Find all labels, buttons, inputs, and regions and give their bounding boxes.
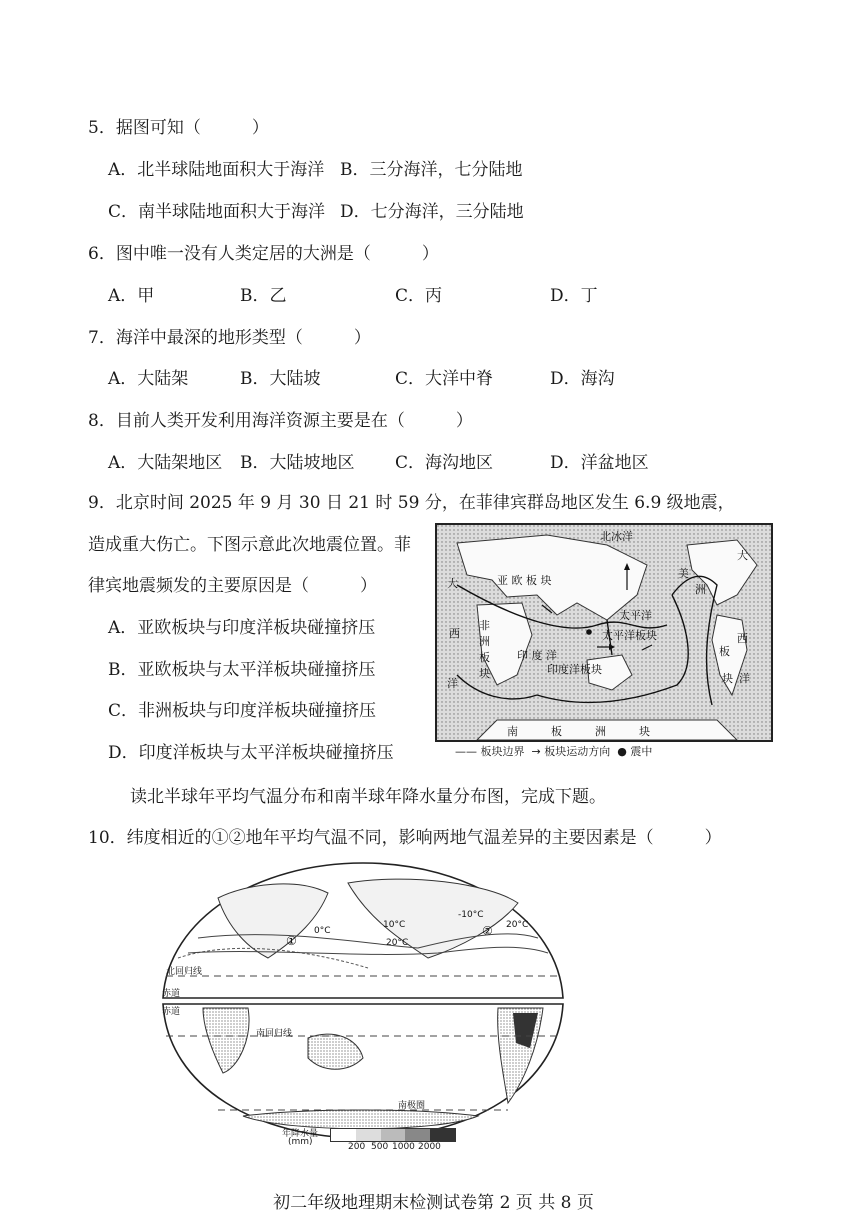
q9-option-a: A．亚欧板块与印度洋板块碰撞挤压 [108,618,376,638]
q6-option-c: C．丙 [395,286,443,306]
q5-stem: 5．据图可知（ ） [88,118,269,138]
label-antarctic-plate: 南 板 洲 块 [507,725,650,738]
label-isotherm-0: 0°C [314,926,331,936]
legend-tick-200: 200 [348,1142,366,1152]
label-west-4: 洋 [447,677,458,690]
legend-tick-2000: 2000 [418,1142,441,1152]
q6-option-a: A．甲 [108,286,155,306]
label-xi: 西 [737,632,748,645]
legend-motion: 板块运动方向 [544,745,611,758]
q8-option-d: D．洋盆地区 [550,453,649,473]
q8-stem: 8．目前人类开发利用海洋资源主要是在（ ） [88,411,473,431]
legend-boundary: 板块边界 [480,745,525,758]
q9-stem-line2: 造成重大伤亡。下图示意此次地震位置。菲 [88,535,411,555]
q6-option-b: B．乙 [240,286,287,306]
label-antarctic-circle: 南极圈 [398,1101,426,1111]
label-indian-plate: 印度洋板块 [547,663,602,676]
label-america-1: 美 [678,567,689,580]
q8-option-c: C．海沟地区 [395,453,494,473]
label-african-plate: 非洲板块 [479,619,490,680]
legend-dot-icon: ● [617,745,627,758]
q9-option-b: B．亚欧板块与太平洋板块碰撞挤压 [108,660,376,680]
label-america-2: 洲 [695,583,706,596]
q7-stem: 7．海洋中最深的地形类型（ ） [88,328,371,348]
q7-option-c: C．大洋中脊 [395,369,494,389]
label-tropic-south: 南回归线 [256,1029,293,1039]
q9-stem-line3: 律宾地震频发的主要原因是（ ） [88,576,377,596]
q8-option-b: B．大陆坡地区 [240,453,355,473]
climate-map-graphic [158,858,568,1168]
precipitation-legend [282,1126,462,1162]
q9-stem-line1: 9．北京时间 2025 年 9 月 30 日 21 时 59 分，在菲律宾群岛地区发生 6.9 级地震， [88,493,735,513]
legend-color-bar [330,1128,456,1142]
label-indian-ocean: 印 度 洋 [517,649,557,662]
label-equator-south: 赤道 [162,1007,181,1017]
q8-option-a: A．大陆架地区 [108,453,223,473]
label-isotherm-20b: 20°C [506,920,529,930]
legend-title: 年降水量 [282,1129,319,1139]
legend-epicenter: 震中 [630,745,653,758]
section-intro: 读北半球年平均气温分布和南半球年降水量分布图，完成下题。 [130,787,606,807]
label-point-2: ② [482,924,493,938]
q5-option-a: A．北半球陆地面积大于海洋 [108,160,325,180]
plate-tectonics-map [435,523,773,742]
epicenter-dot [586,629,592,635]
q9-option-c: C．非洲板块与印度洋板块碰撞挤压 [108,701,377,721]
label-equator-north: 赤道 [162,989,181,999]
legend-tick-500: 500 [371,1142,389,1152]
q10-stem: 10．纬度相近的①②地年平均气温不同，影响两地气温差异的主要因素是（ ） [88,828,722,848]
label-west-2: 板 [719,645,730,658]
q7-option-b: B．大陆坡 [240,369,321,389]
q9-option-d: D．印度洋板块与太平洋板块碰撞挤压 [108,743,394,763]
label-isotherm-20a: 20°C [386,938,409,948]
legend-unit: (mm) [288,1137,313,1147]
label-west-3: 块 [722,672,733,685]
legend-tick-1000: 1000 [392,1142,415,1152]
climate-map [158,858,568,1168]
q5-option-c: C．南半球陆地面积大于海洋 [108,202,326,222]
label-da: 大 [447,577,458,590]
legend-boundary-line-icon: —— [455,745,477,758]
label-eurasian-plate: 亚 欧 板 块 [497,574,552,587]
label-isotherm-minus-10: -10°C [458,910,484,920]
q5-option-d: D．七分海洋，三分陆地 [340,202,524,222]
label-arctic-ocean: 北冰洋 [600,530,633,543]
label-isotherm-10: 10°C [383,920,406,930]
q6-stem: 6．图中唯一没有人类定居的大洲是（ ） [88,244,439,264]
legend-arrow-icon: → [531,745,541,758]
q6-option-d: D．丁 [550,286,598,306]
q7-option-a: A．大陆架 [108,369,189,389]
label-pacific-ocean: 太平洋 [619,609,652,622]
label-west-1: 西 [449,627,460,640]
label-yang: 洋 [739,672,750,685]
label-point-1: ① [286,934,297,948]
plate-map-legend [455,743,652,759]
q5-option-b: B．三分海洋，七分陆地 [340,160,523,180]
q7-option-d: D．海沟 [550,369,615,389]
label-tropic-north: 北回归线 [166,967,203,977]
page-footer: 初二年级地理期末检测试卷第 2 页 共 8 页 [273,1193,594,1213]
label-pacific-plate: 太平洋板块 [602,629,657,642]
label-da2: 大 [737,549,748,562]
